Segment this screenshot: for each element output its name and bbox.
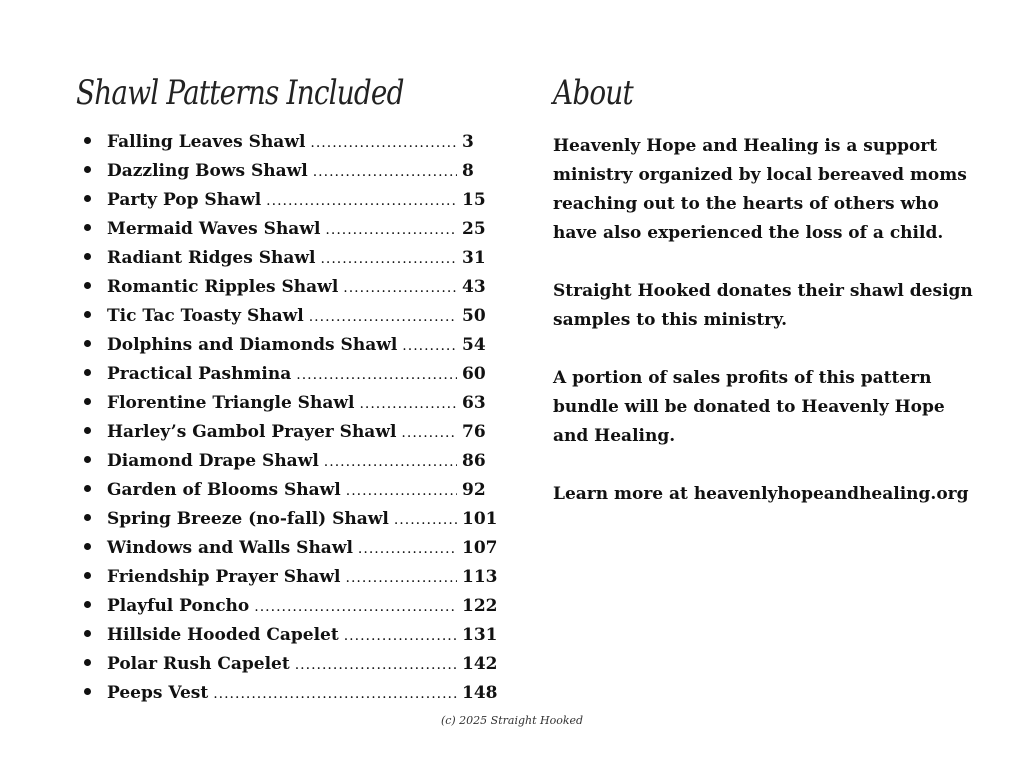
pattern-title: Mermaid Waves Shawl: [107, 219, 321, 239]
pattern-page: 92: [462, 480, 486, 500]
pattern-title: Party Pop Shawl: [107, 190, 262, 210]
bullet-icon: [84, 543, 91, 550]
dot-leader: [344, 628, 457, 644]
dot-leader: [325, 222, 457, 238]
bullet-icon: [84, 601, 91, 608]
pattern-page: 31: [462, 248, 486, 268]
pattern-page: 113: [462, 567, 498, 587]
patterns-list: [76, 132, 496, 712]
bullet-icon: [84, 688, 91, 695]
bullet-icon: [84, 253, 91, 260]
pattern-title: Spring Breeze (no-fall) Shawl: [107, 509, 389, 529]
pattern-title: Windows and Walls Shawl: [107, 538, 353, 558]
pattern-list-item: [76, 393, 496, 422]
pattern-title: Florentine Triangle Shawl: [107, 393, 355, 413]
pattern-title: Friendship Prayer Shawl: [107, 567, 341, 587]
dot-leader: [394, 512, 457, 528]
pattern-page: 15: [462, 190, 486, 210]
pattern-list-item: [76, 248, 496, 277]
pattern-title: Tic Tac Toasty Shawl: [107, 306, 304, 326]
dot-leader: [324, 454, 457, 470]
pattern-page: 25: [462, 219, 486, 239]
pattern-title: Garden of Blooms Shawl: [107, 480, 341, 500]
bullet-icon: [84, 369, 91, 376]
bullet-icon: [84, 398, 91, 405]
bullet-icon: [84, 282, 91, 289]
pattern-page: 76: [462, 422, 486, 442]
pattern-list-item: [76, 364, 496, 393]
pattern-list-item: [76, 161, 496, 190]
pattern-page: 101: [462, 509, 498, 529]
pattern-page: 54: [462, 335, 486, 355]
dot-leader: [266, 193, 457, 209]
pattern-page: 86: [462, 451, 486, 471]
pattern-page: 50: [462, 306, 486, 326]
pattern-page: 148: [462, 683, 498, 703]
pattern-page: 142: [462, 654, 498, 674]
pattern-title: Hillside Hooded Capelet: [107, 625, 339, 645]
pattern-list-item: [76, 335, 496, 364]
about-website-line: Learn more at heavenlyhopeandhealing.org: [553, 484, 969, 504]
dot-leader: [402, 338, 457, 354]
dot-leader: [320, 251, 457, 267]
bullet-icon: [84, 485, 91, 492]
about-paragraph: Heavenly Hope and Healing is a support ministry organized by local bereaved moms reaching out to the hearts of others who have also experienced the loss of a child.: [553, 136, 967, 243]
pattern-title: Dazzling Bows Shawl: [107, 161, 308, 181]
dot-leader: [359, 396, 457, 412]
pattern-list-item: [76, 277, 496, 306]
bullet-icon: [84, 166, 91, 173]
dot-leader: [346, 483, 457, 499]
pattern-list-item: [76, 306, 496, 335]
pattern-list-item: [76, 451, 496, 480]
copyright-footer: (c) 2025 Straight Hooked: [440, 714, 584, 727]
pattern-list-item: [76, 625, 496, 654]
patterns-heading: Shawl Patterns Included: [76, 73, 404, 113]
dot-leader: [254, 599, 457, 615]
pattern-list-item: [76, 567, 496, 596]
pattern-title: Peeps Vest: [107, 683, 209, 703]
pattern-title: Polar Rush Capelet: [107, 654, 290, 674]
pattern-list-item: [76, 219, 496, 248]
pattern-page: 60: [462, 364, 486, 384]
pattern-list-item: [76, 422, 496, 451]
dot-leader: [358, 541, 457, 557]
bullet-icon: [84, 311, 91, 318]
bullet-icon: [84, 572, 91, 579]
pattern-page: 63: [462, 393, 486, 413]
bullet-icon: [84, 630, 91, 637]
pattern-page: 8: [462, 161, 474, 181]
dot-leader: [343, 280, 457, 296]
dot-leader: [213, 686, 457, 702]
dot-leader: [310, 135, 457, 151]
pattern-list-item: [76, 509, 496, 538]
pattern-title: Practical Pashmina: [107, 364, 292, 384]
pattern-list-item: [76, 596, 496, 625]
dot-leader: [346, 570, 457, 586]
pattern-title: Playful Poncho: [107, 596, 250, 616]
pattern-title: Harley’s Gambol Prayer Shawl: [107, 422, 397, 442]
pattern-title: Dolphins and Diamonds Shawl: [107, 335, 398, 355]
pattern-title: Radiant Ridges Shawl: [107, 248, 316, 268]
bullet-icon: [84, 659, 91, 666]
pattern-title: Diamond Drape Shawl: [107, 451, 319, 471]
bullet-icon: [84, 195, 91, 202]
dot-leader: [401, 425, 457, 441]
pattern-title: Romantic Ripples Shawl: [107, 277, 339, 297]
dot-leader: [313, 164, 457, 180]
pattern-page: 122: [462, 596, 498, 616]
pattern-list-item: [76, 654, 496, 683]
bullet-icon: [84, 137, 91, 144]
bullet-icon: [84, 427, 91, 434]
dot-leader: [295, 657, 457, 673]
pattern-page: 3: [462, 132, 474, 152]
about-section: [553, 68, 983, 538]
pattern-page: 43: [462, 277, 486, 297]
about-paragraph: Straight Hooked donates their shawl design samples to this ministry.: [553, 281, 973, 330]
pattern-page: 131: [462, 625, 498, 645]
pattern-page: 107: [462, 538, 498, 558]
pattern-list-item: [76, 480, 496, 509]
about-heading: About: [553, 73, 633, 113]
pattern-list-item: [76, 132, 496, 161]
patterns-section: [76, 68, 496, 712]
pattern-list-item: [76, 190, 496, 219]
pattern-list-item: [76, 683, 496, 712]
bullet-icon: [84, 456, 91, 463]
bullet-icon: [84, 514, 91, 521]
dot-leader: [296, 367, 457, 383]
pattern-list-item: [76, 538, 496, 567]
bullet-icon: [84, 340, 91, 347]
pattern-title: Falling Leaves Shawl: [107, 132, 306, 152]
dot-leader: [309, 309, 457, 325]
bullet-icon: [84, 224, 91, 231]
about-paragraph: A portion of sales profits of this pattern bundle will be donated to Heavenly Hope and Healing.: [553, 368, 945, 446]
